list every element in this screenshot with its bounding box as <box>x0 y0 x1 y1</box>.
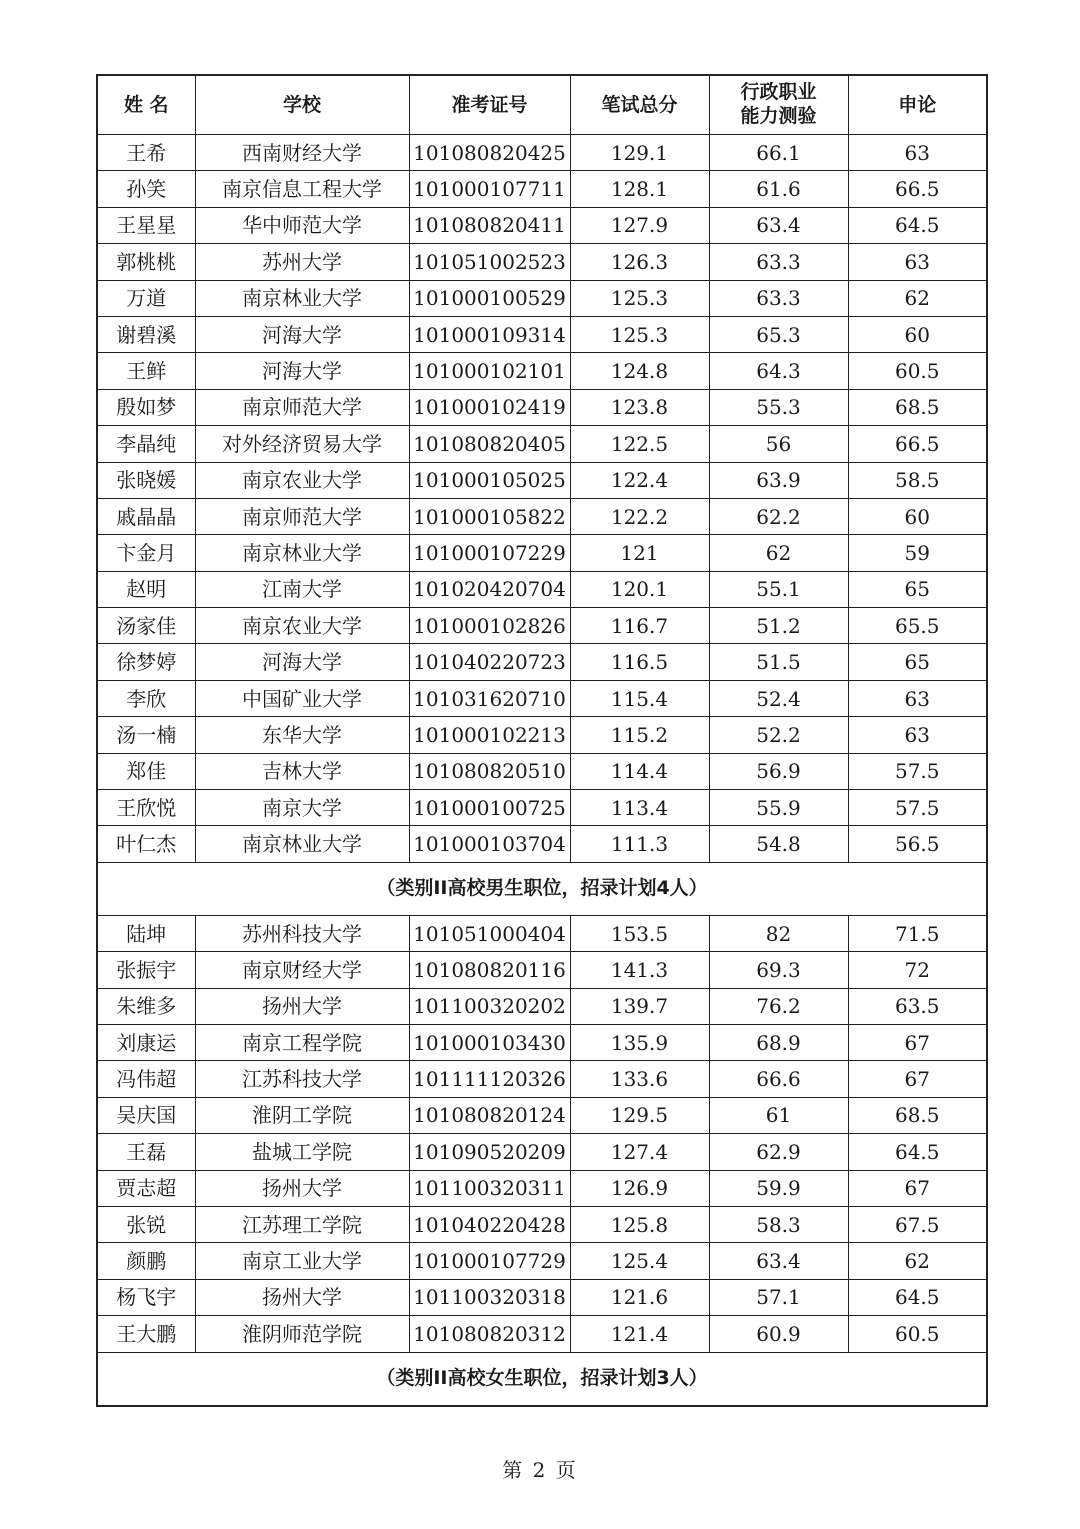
header-admin-aptitude <box>709 75 848 135</box>
cell-ticket-number: 101080820312 <box>409 1316 570 1352</box>
cell-admin-score: 59.9 <box>709 1170 848 1206</box>
cell-admin-score: 63.3 <box>709 280 848 316</box>
cell-admin-score: 56 <box>709 426 848 462</box>
cell-essay-score: 68.5 <box>848 389 987 425</box>
cell-essay-score: 64.5 <box>848 1279 987 1315</box>
cell-admin-score: 63.3 <box>709 244 848 280</box>
table-row <box>97 426 987 462</box>
cell-school: 河海大学 <box>195 644 409 680</box>
cell-essay-score: 63 <box>848 680 987 716</box>
cell-ticket-number: 101080820116 <box>409 952 570 988</box>
cell-total-score: 135.9 <box>570 1024 709 1060</box>
cell-school: 南京农业大学 <box>195 462 409 498</box>
cell-total-score: 115.2 <box>570 717 709 753</box>
cell-ticket-number: 101000105822 <box>409 498 570 534</box>
cell-ticket-number: 101000102101 <box>409 353 570 389</box>
cell-essay-score: 56.5 <box>848 826 987 862</box>
table-body-group-b <box>97 915 987 1352</box>
cell-total-score: 129.1 <box>570 135 709 171</box>
cell-ticket-number: 101080820405 <box>409 426 570 462</box>
cell-ticket-number: 101000103430 <box>409 1024 570 1060</box>
cell-admin-score: 64.3 <box>709 353 848 389</box>
cell-ticket-number: 101000107729 <box>409 1243 570 1279</box>
cell-school: 苏州科技大学 <box>195 915 409 951</box>
cell-total-score: 122.2 <box>570 498 709 534</box>
cell-admin-score: 56.9 <box>709 753 848 789</box>
cell-total-score: 121.6 <box>570 1279 709 1315</box>
cell-essay-score: 67.5 <box>848 1206 987 1242</box>
table-row <box>97 316 987 352</box>
cell-ticket-number: 101000103704 <box>409 826 570 862</box>
table-row <box>97 790 987 826</box>
table-row <box>97 498 987 534</box>
table-row <box>97 389 987 425</box>
cell-school: 南京财经大学 <box>195 952 409 988</box>
cell-school: 南京大学 <box>195 790 409 826</box>
cell-school: 南京工业大学 <box>195 1243 409 1279</box>
cell-name: 谢碧溪 <box>97 316 195 352</box>
cell-name: 戚晶晶 <box>97 498 195 534</box>
cell-name: 张晓媛 <box>97 462 195 498</box>
header-name: 姓 名 <box>97 75 195 135</box>
cell-ticket-number: 101000107229 <box>409 535 570 571</box>
header-school: 学校 <box>195 75 409 135</box>
cell-name: 朱维多 <box>97 988 195 1024</box>
cell-school: 南京农业大学 <box>195 608 409 644</box>
cell-essay-score: 63 <box>848 135 987 171</box>
cell-name: 汤家佳 <box>97 608 195 644</box>
cell-ticket-number: 101051002523 <box>409 244 570 280</box>
cell-admin-score: 65.3 <box>709 316 848 352</box>
cell-admin-score: 76.2 <box>709 988 848 1024</box>
cell-admin-score: 63.4 <box>709 207 848 243</box>
table-row <box>97 1170 987 1206</box>
cell-ticket-number: 101051000404 <box>409 915 570 951</box>
cell-name: 叶仁杰 <box>97 826 195 862</box>
cell-essay-score: 57.5 <box>848 790 987 826</box>
cell-admin-score: 69.3 <box>709 952 848 988</box>
cell-admin-score: 52.4 <box>709 680 848 716</box>
cell-total-score: 127.9 <box>570 207 709 243</box>
cell-essay-score: 67 <box>848 1061 987 1097</box>
table-row <box>97 1206 987 1242</box>
table-row <box>97 135 987 171</box>
cell-name: 刘康运 <box>97 1024 195 1060</box>
cell-school: 河海大学 <box>195 353 409 389</box>
table-row <box>97 1316 987 1352</box>
cell-essay-score: 57.5 <box>848 753 987 789</box>
cell-essay-score: 65.5 <box>848 608 987 644</box>
cell-ticket-number: 101000102419 <box>409 389 570 425</box>
cell-total-score: 133.6 <box>570 1061 709 1097</box>
cell-essay-score: 64.5 <box>848 1134 987 1170</box>
cell-total-score: 129.5 <box>570 1097 709 1133</box>
cell-total-score: 141.3 <box>570 952 709 988</box>
cell-total-score: 128.1 <box>570 171 709 207</box>
cell-essay-score: 62 <box>848 280 987 316</box>
cell-name: 贾志超 <box>97 1170 195 1206</box>
cell-total-score: 139.7 <box>570 988 709 1024</box>
cell-ticket-number: 101000100529 <box>409 280 570 316</box>
cell-total-score: 126.9 <box>570 1170 709 1206</box>
cell-ticket-number: 101111120326 <box>409 1061 570 1097</box>
cell-total-score: 111.3 <box>570 826 709 862</box>
cell-school: 南京林业大学 <box>195 280 409 316</box>
cell-name: 王欣悦 <box>97 790 195 826</box>
table-row <box>97 1134 987 1170</box>
table-row <box>97 988 987 1024</box>
cell-name: 万道 <box>97 280 195 316</box>
score-table <box>96 74 988 1407</box>
cell-admin-score: 55.9 <box>709 790 848 826</box>
header-ticket-number: 准考证号 <box>409 75 570 135</box>
section-c-title: （类别II高校女生职位，招录计划3人） <box>97 1352 987 1406</box>
cell-school: 江苏理工学院 <box>195 1206 409 1242</box>
cell-school: 盐城工学院 <box>195 1134 409 1170</box>
cell-school: 南京师范大学 <box>195 389 409 425</box>
cell-total-score: 125.4 <box>570 1243 709 1279</box>
header-total-score: 笔试总分 <box>570 75 709 135</box>
table-row <box>97 952 987 988</box>
cell-admin-score: 63.4 <box>709 1243 848 1279</box>
table-row <box>97 826 987 862</box>
cell-admin-score: 60.9 <box>709 1316 848 1352</box>
cell-name: 汤一楠 <box>97 717 195 753</box>
table-row <box>97 207 987 243</box>
cell-school: 扬州大学 <box>195 1170 409 1206</box>
cell-admin-score: 52.2 <box>709 717 848 753</box>
cell-ticket-number: 101080820510 <box>409 753 570 789</box>
cell-ticket-number: 101040220723 <box>409 644 570 680</box>
cell-essay-score: 62 <box>848 1243 987 1279</box>
cell-ticket-number: 101100320318 <box>409 1279 570 1315</box>
cell-name: 杨飞宇 <box>97 1279 195 1315</box>
cell-school: 河海大学 <box>195 316 409 352</box>
cell-name: 李欣 <box>97 680 195 716</box>
cell-ticket-number: 101100320202 <box>409 988 570 1024</box>
cell-name: 王鲜 <box>97 353 195 389</box>
cell-admin-score: 51.2 <box>709 608 848 644</box>
cell-total-score: 153.5 <box>570 915 709 951</box>
cell-name: 郭桃桃 <box>97 244 195 280</box>
cell-name: 张锐 <box>97 1206 195 1242</box>
table-row <box>97 1243 987 1279</box>
cell-total-score: 114.4 <box>570 753 709 789</box>
table-row <box>97 915 987 951</box>
cell-name: 王希 <box>97 135 195 171</box>
cell-name: 吴庆国 <box>97 1097 195 1133</box>
cell-admin-score: 66.6 <box>709 1061 848 1097</box>
table-row <box>97 171 987 207</box>
cell-admin-score: 51.5 <box>709 644 848 680</box>
table-row <box>97 244 987 280</box>
cell-admin-score: 57.1 <box>709 1279 848 1315</box>
cell-school: 吉林大学 <box>195 753 409 789</box>
cell-school: 中国矿业大学 <box>195 680 409 716</box>
cell-essay-score: 66.5 <box>848 426 987 462</box>
cell-school: 扬州大学 <box>195 1279 409 1315</box>
cell-total-score: 121 <box>570 535 709 571</box>
table-row <box>97 1024 987 1060</box>
cell-admin-score: 62 <box>709 535 848 571</box>
cell-school: 江南大学 <box>195 571 409 607</box>
cell-ticket-number: 101080820124 <box>409 1097 570 1133</box>
cell-name: 陆坤 <box>97 915 195 951</box>
cell-school: 华中师范大学 <box>195 207 409 243</box>
cell-admin-score: 54.8 <box>709 826 848 862</box>
cell-ticket-number: 101080820411 <box>409 207 570 243</box>
cell-ticket-number: 101000102213 <box>409 717 570 753</box>
cell-total-score: 125.3 <box>570 316 709 352</box>
cell-total-score: 122.5 <box>570 426 709 462</box>
cell-essay-score: 60.5 <box>848 353 987 389</box>
table-row <box>97 1061 987 1097</box>
cell-ticket-number: 101000109314 <box>409 316 570 352</box>
cell-school: 东华大学 <box>195 717 409 753</box>
cell-school: 扬州大学 <box>195 988 409 1024</box>
cell-ticket-number: 101080820425 <box>409 135 570 171</box>
section-c-header <box>97 1352 987 1406</box>
table-row <box>97 1097 987 1133</box>
cell-school: 淮阴工学院 <box>195 1097 409 1133</box>
cell-name: 赵明 <box>97 571 195 607</box>
cell-name: 郑佳 <box>97 753 195 789</box>
cell-essay-score: 67 <box>848 1170 987 1206</box>
cell-school: 苏州大学 <box>195 244 409 280</box>
table-row <box>97 680 987 716</box>
table-row <box>97 353 987 389</box>
section-b-title: （类别II高校男生职位，招录计划4人） <box>97 862 987 915</box>
cell-admin-score: 61 <box>709 1097 848 1133</box>
cell-total-score: 113.4 <box>570 790 709 826</box>
table-row <box>97 1279 987 1315</box>
cell-name: 孙笑 <box>97 171 195 207</box>
cell-admin-score: 58.3 <box>709 1206 848 1242</box>
cell-total-score: 125.3 <box>570 280 709 316</box>
cell-total-score: 121.4 <box>570 1316 709 1352</box>
cell-total-score: 116.7 <box>570 608 709 644</box>
table-header <box>97 75 987 135</box>
cell-school: 淮阴师范学院 <box>195 1316 409 1352</box>
cell-ticket-number: 101020420704 <box>409 571 570 607</box>
cell-school: 南京林业大学 <box>195 826 409 862</box>
cell-ticket-number: 101000102826 <box>409 608 570 644</box>
cell-essay-score: 59 <box>848 535 987 571</box>
cell-essay-score: 60 <box>848 316 987 352</box>
cell-name: 徐梦婷 <box>97 644 195 680</box>
cell-name: 卞金月 <box>97 535 195 571</box>
cell-school: 西南财经大学 <box>195 135 409 171</box>
cell-total-score: 122.4 <box>570 462 709 498</box>
cell-admin-score: 62.2 <box>709 498 848 534</box>
cell-total-score: 124.8 <box>570 353 709 389</box>
cell-essay-score: 72 <box>848 952 987 988</box>
cell-admin-score: 63.9 <box>709 462 848 498</box>
cell-essay-score: 63 <box>848 244 987 280</box>
cell-essay-score: 60.5 <box>848 1316 987 1352</box>
table-row <box>97 571 987 607</box>
cell-ticket-number: 101031620710 <box>409 680 570 716</box>
cell-name: 王大鹏 <box>97 1316 195 1352</box>
cell-name: 殷如梦 <box>97 389 195 425</box>
cell-essay-score: 63.5 <box>848 988 987 1024</box>
cell-total-score: 127.4 <box>570 1134 709 1170</box>
cell-school: 江苏科技大学 <box>195 1061 409 1097</box>
cell-admin-score: 55.1 <box>709 571 848 607</box>
cell-name: 颜鹏 <box>97 1243 195 1279</box>
cell-essay-score: 63 <box>848 717 987 753</box>
table-row <box>97 280 987 316</box>
cell-essay-score: 68.5 <box>848 1097 987 1133</box>
header-admin-line2: 能力测验 <box>740 105 817 127</box>
header-essay: 申论 <box>848 75 987 135</box>
cell-admin-score: 61.6 <box>709 171 848 207</box>
cell-total-score: 120.1 <box>570 571 709 607</box>
cell-total-score: 125.8 <box>570 1206 709 1242</box>
table-row <box>97 462 987 498</box>
cell-admin-score: 66.1 <box>709 135 848 171</box>
cell-name: 冯伟超 <box>97 1061 195 1097</box>
cell-essay-score: 60 <box>848 498 987 534</box>
cell-essay-score: 65 <box>848 571 987 607</box>
cell-essay-score: 71.5 <box>848 915 987 951</box>
cell-school: 南京林业大学 <box>195 535 409 571</box>
cell-essay-score: 67 <box>848 1024 987 1060</box>
cell-admin-score: 82 <box>709 915 848 951</box>
cell-school: 对外经济贸易大学 <box>195 426 409 462</box>
cell-name: 王磊 <box>97 1134 195 1170</box>
table-row <box>97 717 987 753</box>
cell-essay-score: 64.5 <box>848 207 987 243</box>
table-row <box>97 608 987 644</box>
cell-name: 张振宇 <box>97 952 195 988</box>
section-b-header <box>97 862 987 915</box>
cell-admin-score: 55.3 <box>709 389 848 425</box>
cell-school: 南京工程学院 <box>195 1024 409 1060</box>
cell-ticket-number: 101100320311 <box>409 1170 570 1206</box>
cell-school: 南京信息工程大学 <box>195 171 409 207</box>
cell-total-score: 115.4 <box>570 680 709 716</box>
cell-total-score: 126.3 <box>570 244 709 280</box>
cell-admin-score: 62.9 <box>709 1134 848 1170</box>
cell-admin-score: 68.9 <box>709 1024 848 1060</box>
table-row <box>97 535 987 571</box>
cell-ticket-number: 101000107711 <box>409 171 570 207</box>
page-number: 第 2 页 <box>502 1458 578 1482</box>
cell-name: 李晶纯 <box>97 426 195 462</box>
cell-ticket-number: 101040220428 <box>409 1206 570 1242</box>
cell-school: 南京师范大学 <box>195 498 409 534</box>
cell-total-score: 123.8 <box>570 389 709 425</box>
cell-name: 王星星 <box>97 207 195 243</box>
table-row <box>97 753 987 789</box>
table-row <box>97 644 987 680</box>
cell-ticket-number: 101090520209 <box>409 1134 570 1170</box>
cell-ticket-number: 101000105025 <box>409 462 570 498</box>
table-body-group-a <box>97 135 987 863</box>
cell-essay-score: 66.5 <box>848 171 987 207</box>
cell-ticket-number: 101000100725 <box>409 790 570 826</box>
cell-essay-score: 58.5 <box>848 462 987 498</box>
cell-total-score: 116.5 <box>570 644 709 680</box>
header-admin-line1: 行政职业 <box>740 81 817 104</box>
cell-essay-score: 65 <box>848 644 987 680</box>
